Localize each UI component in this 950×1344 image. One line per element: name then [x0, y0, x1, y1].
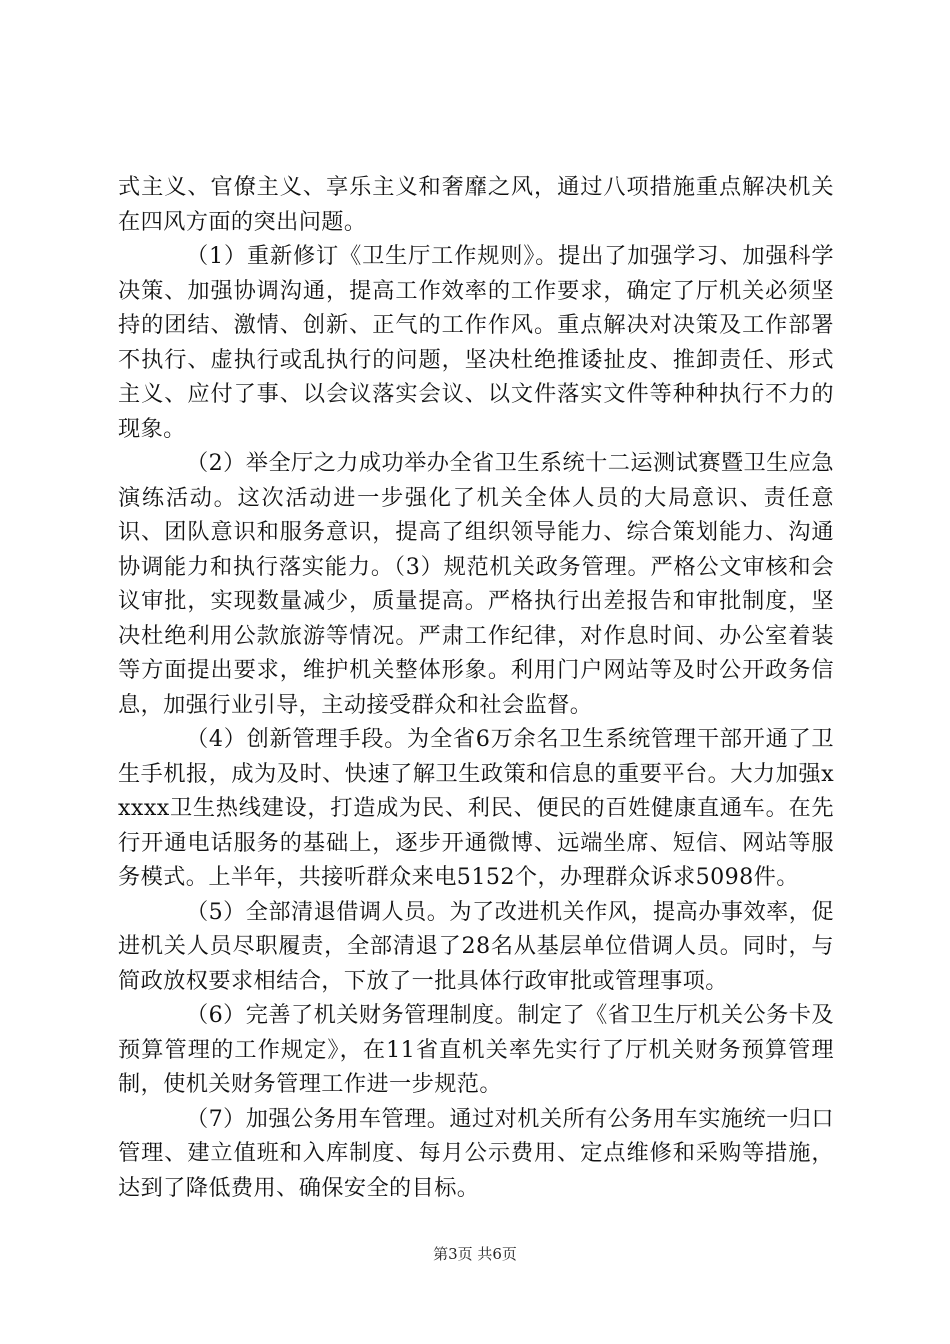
page-number-label: 第3页 共6页: [433, 1245, 517, 1263]
paragraph-intro: 式主义、官僚主义、享乐主义和奢靡之风，通过八项措施重点解决机关在四风方面的突出问题。: [118, 174, 834, 235]
paragraph-item-5: （5）全部清退借调人员。为了改进机关作风，提高办事效率，促进机关人员尽职履责，全部清退了28名从基层单位借调人员。同时，与简政放权要求相结合，下放了一批具体行政审批或管理事项。: [118, 898, 834, 994]
document-body: [118, 170, 834, 1205]
paragraph-item-4: （4）创新管理手段。为全省6万余名卫生系统管理干部开通了卫生手机报，成为及时、快速了解卫生政策和信息的重要平台。大力加强xxxxx卫生热线建设，打造成为民、利民、便民的百姓健康直通车。在先行开通电话服务的基础上，逐步开通微博、远端坐席、短信、网站等服务模式。上半年，共接听群众来电5152个，办理群众诉求5098件。: [118, 726, 834, 890]
paragraph-item-2-3: （2）举全厅之力成功举办全省卫生系统十二运测试赛暨卫生应急演练活动。这次活动进一步强化了机关全体人员的大局意识、责任意识、团队意识和服务意识，提高了组织领导能力、综合策划能力、沟通协调能力和执行落实能力。（3）规范机关政务管理。严格公文审核和会议审批，实现数量减少，质量提高。严格执行出差报告和审批制度，坚决杜绝利用公款旅游等情况。严肃工作纪律，对作息时间、办公室着装等方面提出要求，维护机关整体形象。利用门户网站等及时公开政务信息，加强行业引导，主动接受群众和社会监督。: [118, 450, 834, 718]
paragraph-item-1: （1）重新修订《卫生厅工作规则》。提出了加强学习、加强科学决策、加强协调沟通，提高工作效率的工作要求，确定了厅机关必须坚持的团结、激情、创新、正气的工作作风。重点解决对决策及工作部署不执行、虚执行或乱执行的问题，坚决杜绝推诿扯皮、推卸责任、形式主义、应付了事、以会议落实会议、以文件落实文件等种种执行不力的现象。: [118, 243, 834, 442]
paragraph-item-7: （7）加强公务用车管理。通过对机关所有公务用车实施统一归口管理、建立值班和入库制度、每月公示费用、定点维修和采购等措施，达到了降低费用、确保安全的目标。: [118, 1105, 834, 1201]
paragraph-item-6: （6）完善了机关财务管理制度。制定了《省卫生厅机关公务卡及预算管理的工作规定》，在11省直机关率先实行了厅机关财务预算管理制，使机关财务管理工作进一步规范。: [118, 1002, 834, 1097]
page-footer: [0, 1244, 950, 1264]
